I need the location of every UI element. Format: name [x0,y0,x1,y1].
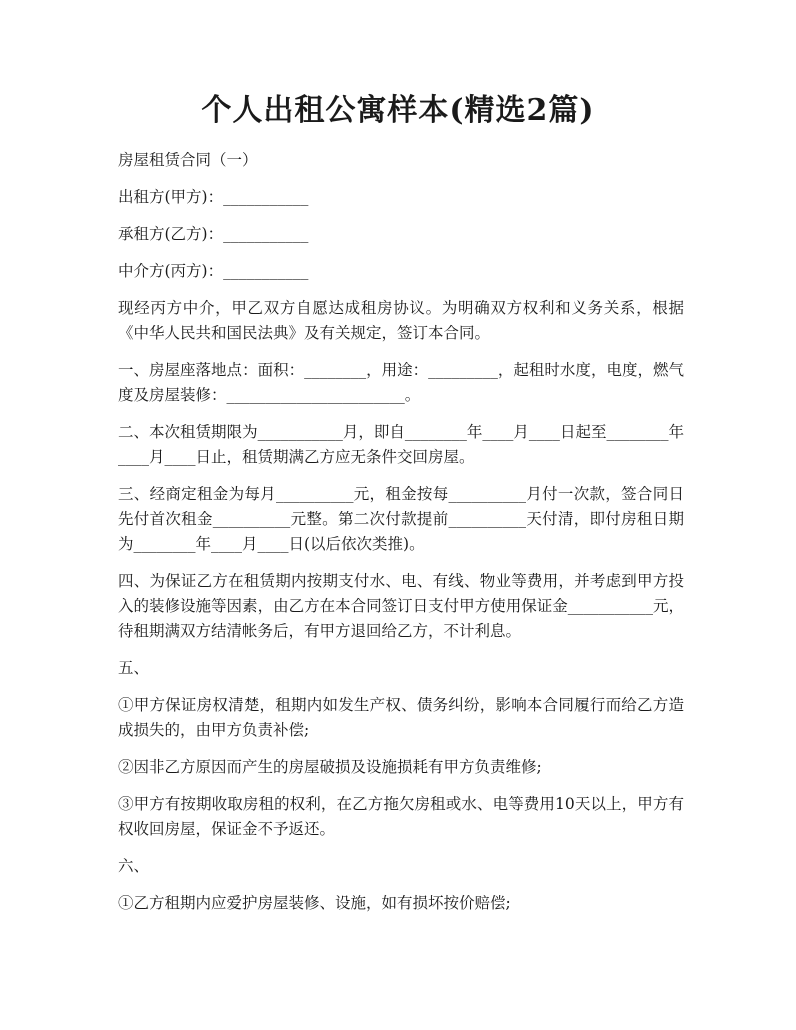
preamble-paragraph: 现经丙方中介，甲乙双方自愿达成租房协议。为明确双方权利和义务关系，根据《中华人民共和国民法典》及有关规定，签订本合同。 [118,299,684,342]
section-heading: 房屋租赁合同（一） [118,151,258,169]
clause-6-item-1: ①乙方租期内应爱护房屋装修、设施，如有损坏按价赔偿; [118,894,511,912]
lessee-line: 承租方(乙方)：___________ [118,225,309,243]
clause-5-item-3: ③甲方有按期收取房租的权利，在乙方拖欠房租或水、电等费用10天以上，甲方有权收回房屋，保证金不予返还。 [118,795,684,838]
lessor-line: 出租方(甲方)：___________ [118,188,309,206]
agent-line: 中介方(丙方)：___________ [118,262,309,280]
clause-5-heading: 五、 [118,659,150,677]
clause-3: 三、经商定租金为每月__________元，租金按每__________月付一次款，签合同日先付首次租金__________元整。第二次付款提前__________天付清，即付房租日期为________年____月____日(以后依次类推)。 [118,485,684,553]
clause-6-heading: 六、 [118,857,150,875]
document-title: 个人出租公寓样本(精选2篇) [201,93,595,128]
clause-5-item-2: ②因非乙方原因而产生的房屋破损及设施损耗有甲方负责维修; [118,758,542,776]
clause-5-item-1: ①甲方保证房权清楚，租期内如发生产权、债务纠纷，影响本合同履行而给乙方造成损失的，由甲方负责补偿; [118,696,684,739]
document-body [118,148,684,928]
clause-2: 二、本次租赁期限为___________月，即自________年____月____日起至________年____月____日止，租赁期满乙方应无条件交回房屋。 [118,423,684,466]
clause-4: 四、为保证乙方在租赁期内按期支付水、电、有线、物业等费用，并考虑到甲方投入的装修设施等因素，由乙方在本合同签订日支付甲方使用保证金___________元，待租期满双方结清帐务后，有甲方退回给乙方，不计利息。 [118,572,684,640]
clause-1: 一、房屋座落地点：面积：________，用途：_________，起租时水度，电度，燃气度及房屋装修：_______________________。 [118,361,684,404]
